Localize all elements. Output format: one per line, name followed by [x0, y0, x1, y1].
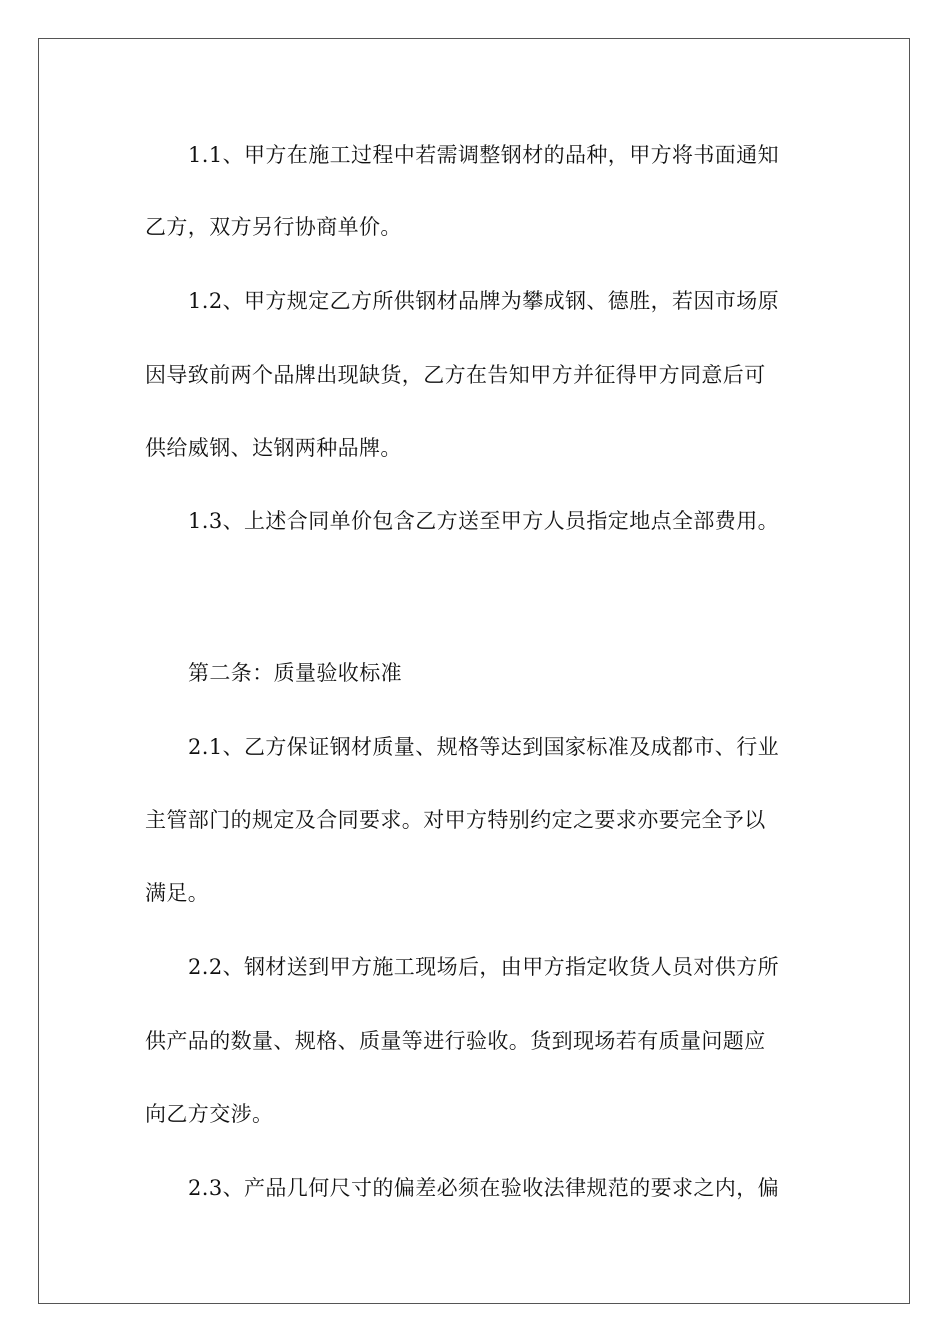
- clause-2-2-line-1: 2.2、钢材送到甲方施工现场后，由甲方指定收货人员对供方所: [188, 955, 779, 979]
- article-2-heading: 第二条：质量验收标准: [188, 661, 402, 685]
- clause-1-2-line-1: 1.2、甲方规定乙方所供钢材品牌为攀成钢、德胜，若因市场原: [188, 289, 779, 313]
- clause-1-1-line-2: 乙方，双方另行协商单价。: [145, 215, 402, 239]
- clause-2-1-line-3: 满足。: [145, 881, 210, 905]
- clause-1-2-line-3: 供给威钢、达钢两种品牌。: [145, 436, 402, 460]
- clause-2-2-line-2: 供产品的数量、规格、质量等进行验收。货到现场若有质量问题应: [145, 1029, 766, 1053]
- clause-2-2-line-3: 向乙方交涉。: [145, 1102, 274, 1126]
- clause-1-2-line-2: 因导致前两个品牌出现缺货，乙方在告知甲方并征得甲方同意后可: [145, 363, 766, 387]
- clause-1-1-line-1: 1.1、甲方在施工过程中若需调整钢材的品种，甲方将书面通知: [188, 143, 779, 167]
- clause-2-3-line-1: 2.3、产品几何尺寸的偏差必须在验收法律规范的要求之内，偏: [188, 1176, 779, 1200]
- clause-1-3-line-1: 1.3、上述合同单价包含乙方送至甲方人员指定地点全部费用。: [188, 509, 779, 533]
- clause-2-1-line-2: 主管部门的规定及合同要求。对甲方特别约定之要求亦要完全予以: [145, 808, 766, 832]
- clause-2-1-line-1: 2.1、乙方保证钢材质量、规格等达到国家标准及成都市、行业: [188, 735, 779, 759]
